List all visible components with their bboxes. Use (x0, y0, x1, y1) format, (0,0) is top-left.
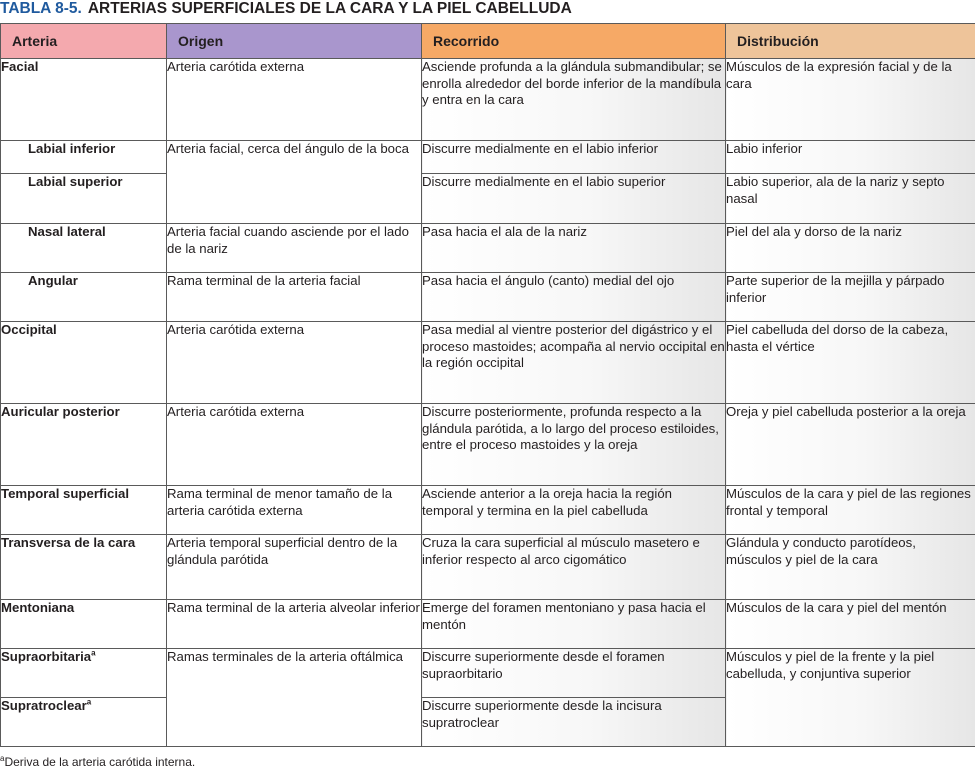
cell-origen: Ramas terminales de la arteria oftálmica (167, 649, 422, 747)
header-origen: Origen (167, 24, 422, 59)
cell-arteria (1, 649, 167, 698)
cell-recorrido: Discurre medialmente en el labio inferior (422, 141, 726, 174)
cell-arteria: Labial superior (1, 174, 167, 224)
cell-arteria (1, 698, 167, 747)
header-arteria: Arteria (1, 24, 167, 59)
cell-distribucion: Músculos de la expresión facial y de la cara (726, 59, 975, 141)
cell-distribucion: Parte superior de la mejilla y párpado inferior (726, 273, 975, 322)
cell-recorrido: Discurre posteriormente, profunda respecto a la glándula parótida, a lo largo del proceso estiloides, entre el proceso mastoides y la oreja (422, 404, 726, 486)
table-row (1, 404, 975, 486)
cell-origen: Arteria facial, cerca del ángulo de la boca (167, 141, 422, 224)
table-row (1, 59, 975, 141)
cell-distribucion: Músculos y piel de la frente y la piel cabelluda, y conjuntiva superior (726, 649, 975, 747)
table-row (1, 224, 975, 273)
cell-origen: Arteria carótida externa (167, 404, 422, 486)
cell-origen: Arteria temporal superficial dentro de la glándula parótida (167, 535, 422, 600)
cell-arteria: Transversa de la cara (1, 535, 167, 600)
cell-distribucion: Glándula y conducto parotídeos, músculos y piel de la cara (726, 535, 975, 600)
table-title-text: ARTERIAS SUPERFICIALES DE LA CARA Y LA PIEL CABELLUDA (88, 0, 572, 17)
cell-recorrido: Discurre superiormente desde la incisura supratroclear (422, 698, 726, 747)
cell-distribucion: Labio inferior (726, 141, 975, 174)
cell-recorrido: Pasa hacia el ángulo (canto) medial del ojo (422, 273, 726, 322)
cell-arteria: Nasal lateral (1, 224, 167, 273)
cell-arteria: Temporal superficial (1, 486, 167, 535)
cell-distribucion: Músculos de la cara y piel de las regiones frontal y temporal (726, 486, 975, 535)
cell-recorrido: Pasa medial al vientre posterior del digástrico y el proceso mastoides; acompaña al nervio occipital en la región occipital (422, 322, 726, 404)
cell-origen: Rama terminal de menor tamaño de la arteria carótida externa (167, 486, 422, 535)
table-row (1, 322, 975, 404)
cell-origen: Arteria facial cuando asciende por el lado de la nariz (167, 224, 422, 273)
cell-recorrido: Asciende anterior a la oreja hacia la región temporal y termina en la piel cabelluda (422, 486, 726, 535)
cell-recorrido: Emerge del foramen mentoniano y pasa hacia el mentón (422, 600, 726, 649)
cell-origen: Rama terminal de la arteria alveolar inferior (167, 600, 422, 649)
header-recorrido: Recorrido (422, 24, 726, 59)
cell-distribucion: Músculos de la cara y piel del mentón (726, 600, 975, 649)
artery-name: Supraorbitaria (1, 649, 91, 664)
footnote-mark: a (0, 754, 4, 763)
cell-arteria: Facial (1, 59, 167, 141)
cell-origen: Rama terminal de la arteria facial (167, 273, 422, 322)
table-number: TABLA 8-5. (0, 0, 82, 17)
table-row (1, 486, 975, 535)
cell-arteria: Labial inferior (1, 141, 167, 174)
cell-distribucion: Piel cabelluda del dorso de la cabeza, hasta el vértice (726, 322, 975, 404)
table-row (1, 141, 975, 174)
cell-arteria: Mentoniana (1, 600, 167, 649)
table-row (1, 273, 975, 322)
cell-recorrido: Discurre medialmente en el labio superior (422, 174, 726, 224)
cell-distribucion: Labio superior, ala de la nariz y septo nasal (726, 174, 975, 224)
cell-distribucion: Oreja y piel cabelluda posterior a la oreja (726, 404, 975, 486)
footnote-marker: a (87, 698, 91, 707)
cell-recorrido: Pasa hacia el ala de la nariz (422, 224, 726, 273)
artery-name: Supratroclear (1, 698, 87, 713)
table-row (1, 600, 975, 649)
cell-arteria: Auricular posterior (1, 404, 167, 486)
table-row (1, 174, 975, 224)
footnote-text: Deriva de la arteria carótida interna. (4, 755, 195, 769)
cell-recorrido: Cruza la cara superficial al músculo masetero e inferior respecto al arco cigomático (422, 535, 726, 600)
cell-arteria: Occipital (1, 322, 167, 404)
header-distribucion: Distribución (726, 24, 975, 59)
table-row (1, 649, 975, 698)
cell-arteria: Angular (1, 273, 167, 322)
cell-origen: Arteria carótida externa (167, 322, 422, 404)
table-footnote (0, 755, 195, 769)
cell-recorrido: Asciende profunda a la glándula submandibular; se enrolla alrededor del borde inferior de la mandíbula y entra en la cara (422, 59, 726, 141)
table-row (1, 535, 975, 600)
cell-origen: Arteria carótida externa (167, 59, 422, 141)
cell-distribucion: Piel del ala y dorso de la nariz (726, 224, 975, 273)
footnote-marker: a (91, 649, 95, 658)
cell-recorrido: Discurre superiormente desde el foramen supraorbitario (422, 649, 726, 698)
arteries-table (0, 23, 975, 747)
table-header-row (1, 24, 975, 59)
table-title (0, 0, 572, 19)
